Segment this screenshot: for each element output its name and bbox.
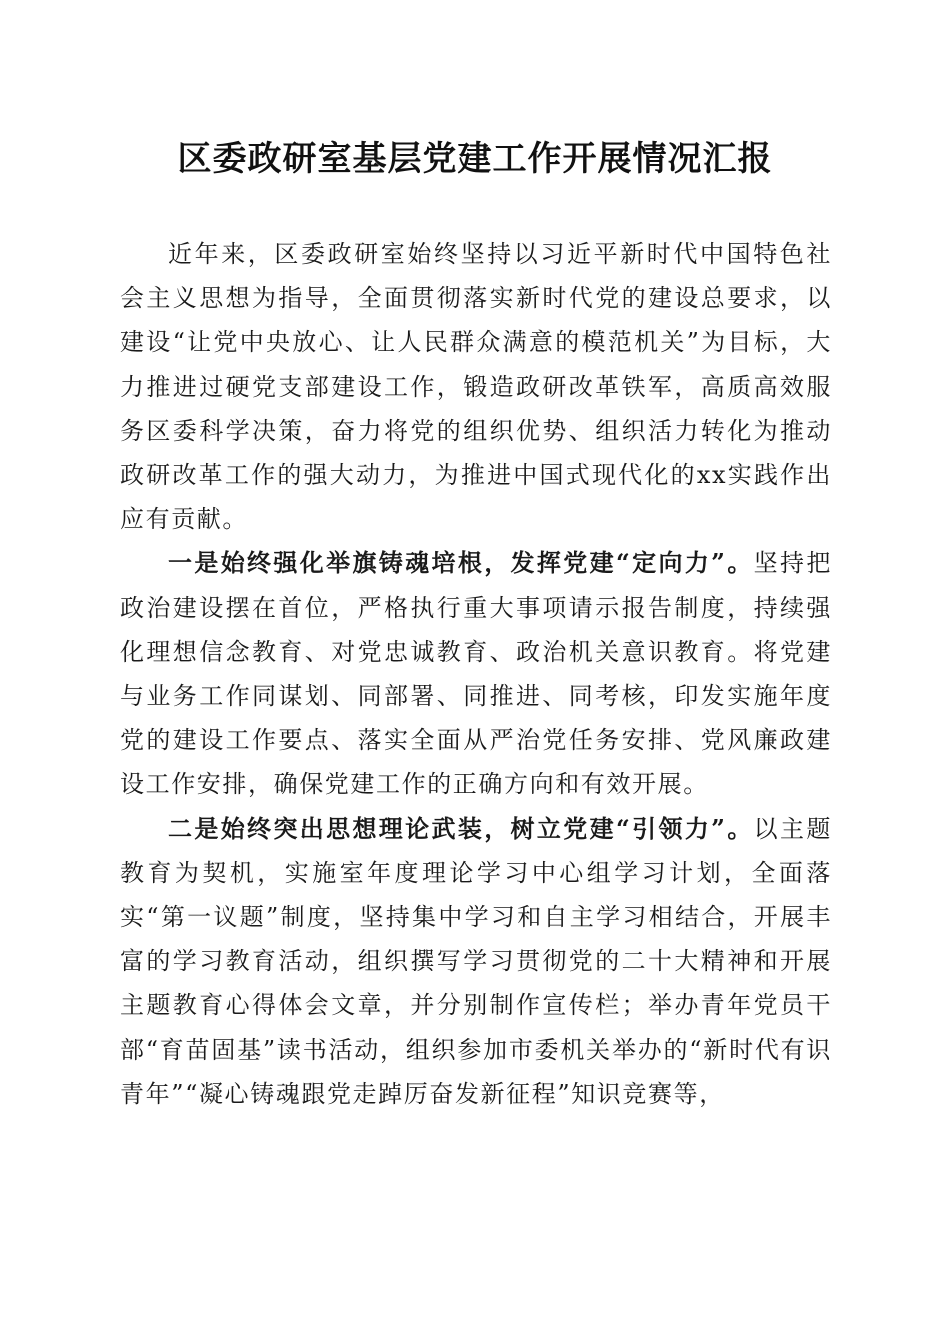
paragraph-point-two-text: 以主题教育为契机，实施室年度理论学习中心组学习计划，全面落实“第一议题”制度，坚持集中学习和自主学习相结合，开展丰富的学习教育活动，组织撰写学习贯彻党的二十大精神和开展主题教育心得体会文章，并分别制作宣传栏；举办青年党员干部“育苗固基”读书活动，组织参加市委机关举办的“新时代有识青年”“凝心铸魂跟党走踔厉奋发新征程”知识竞赛等， xyxy=(120,814,832,1108)
paragraph-point-one-heading: 一是始终强化举旗铸魂培根，发挥党建“定向力”。 xyxy=(168,548,754,578)
paragraph-intro xyxy=(120,232,832,541)
document-title: 区委政研室基层党建工作开展情况汇报 xyxy=(177,139,773,179)
paragraph-point-one xyxy=(120,541,832,806)
paragraph-point-two-heading: 二是始终突出思想理论武装，树立党建“引领力”。 xyxy=(168,813,754,843)
paragraph-point-one-text: 坚持把政治建设摆在首位，严格执行重大事项请示报告制度，持续强化理想信念教育、对党忠诚教育、政治机关意识教育。将党建与业务工作同谋划、同部署、同推进、同考核，印发实施年度党的建设工作要点、落实全面从严治党任务安排、党风廉政建设工作安排，确保党建工作的正确方向和有效开展。 xyxy=(120,549,832,799)
paragraph-intro-text: 近年来，区委政研室始终坚持以习近平新时代中国特色社会主义思想为指导，全面贯彻落实新时代党的建设总要求，以建设“让党中央放心、让人民群众满意的模范机关”为目标，大力推进过硬党支部建设工作，锻造政研改革铁军，高质高效服务区委科学决策，奋力将党的组织优势、组织活力转化为推动政研改革工作的强大动力，为推进中国式现代化的xx实践作出应有贡献。 xyxy=(120,240,832,534)
paragraph-point-two xyxy=(120,807,832,1116)
document-body xyxy=(120,232,832,1116)
